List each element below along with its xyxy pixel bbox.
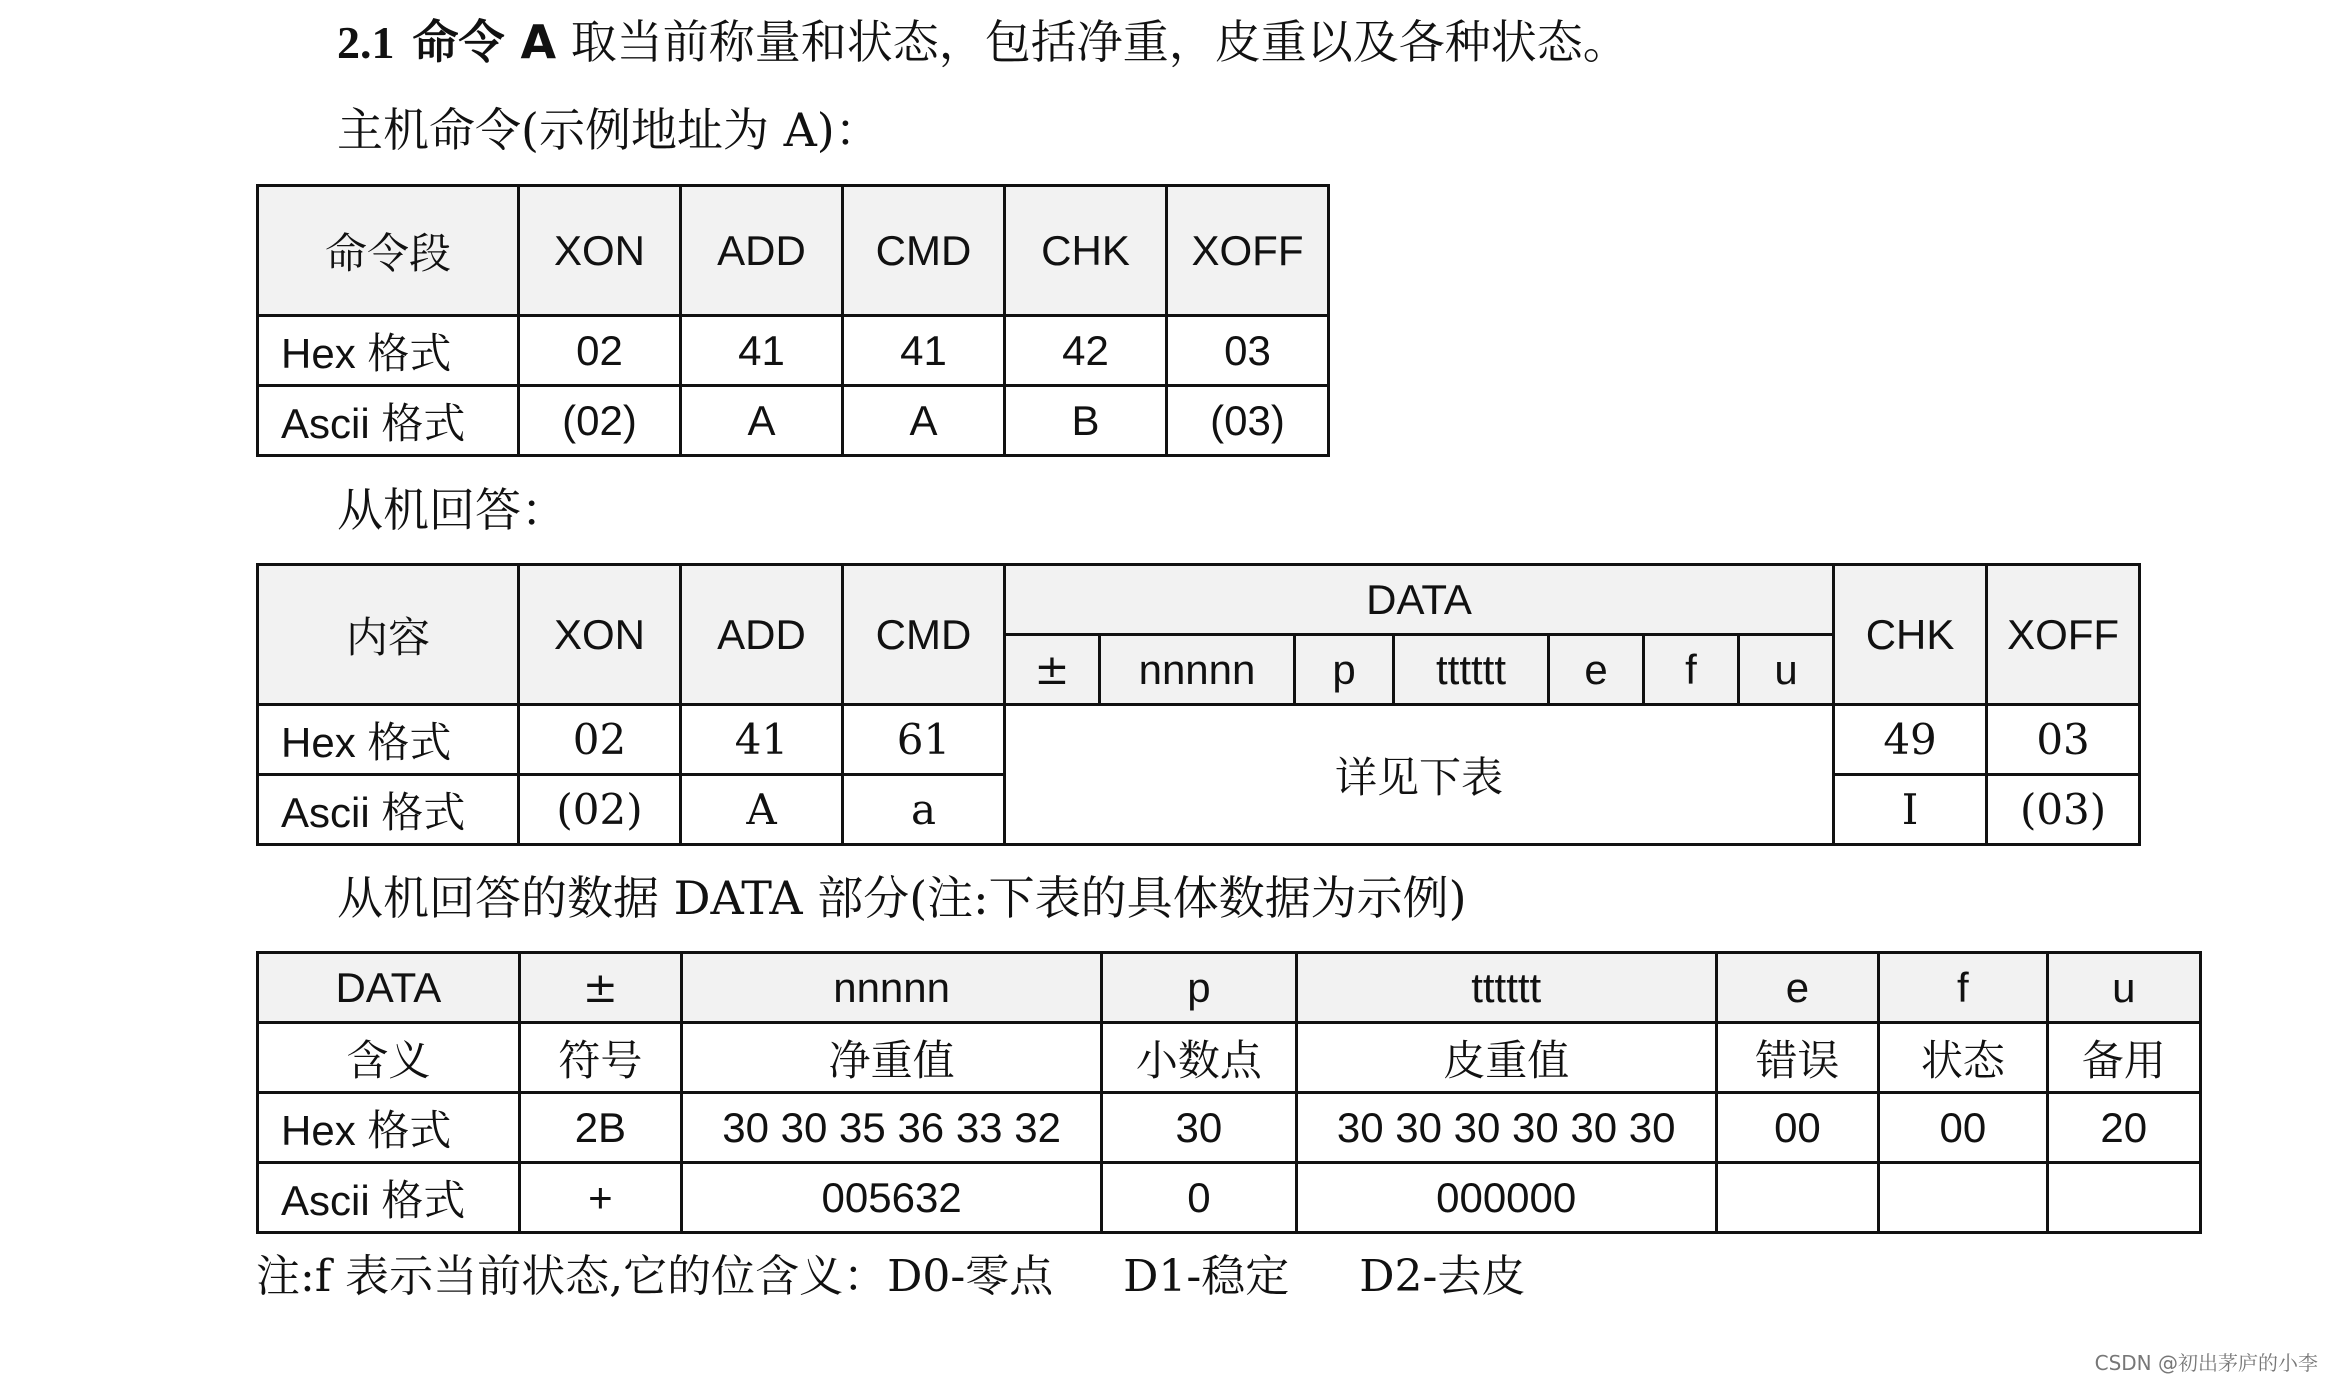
host-cell: (03) (1167, 386, 1329, 456)
host-cell: A (681, 386, 843, 456)
data-breakdown-table (256, 951, 2202, 1234)
host-cell: 02 (519, 316, 681, 386)
host-cell: 41 (681, 316, 843, 386)
data-header-cell: ± (519, 953, 681, 1023)
watermark: CSDN @初出茅庐的小李 (2094, 1351, 2318, 1375)
slave-ascii-xoff: (03) (1987, 775, 2140, 845)
data-meaning-cell: 备用 (2047, 1023, 2200, 1093)
host-cell: B (1005, 386, 1167, 456)
slave-reply-table (256, 563, 2141, 846)
data-ascii-cell (1879, 1163, 2047, 1233)
status-bit-note: 注:f 表示当前状态,它的位含义：D0-零点 D1-稳定 D2-去皮 (256, 1251, 1526, 1302)
data-header-cell: tttttt (1296, 953, 1716, 1023)
slave-hex-label: Hex 格式 (258, 705, 519, 775)
slave-header-xon: XON (519, 565, 681, 705)
data-meaning-cell: 小数点 (1102, 1023, 1297, 1093)
data-hex-label: Hex 格式 (258, 1093, 520, 1163)
data-meaning-cell: 含义 (258, 1023, 520, 1093)
slave-ascii-chk: I (1834, 775, 1987, 845)
data-intro: 从机回答的数据 DATA 部分(注:下表的具体数据为示例) (337, 871, 1467, 925)
data-ascii-label: Ascii 格式 (258, 1163, 520, 1233)
host-header-cell: XON (519, 186, 681, 316)
host-header-cell: 命令段 (258, 186, 519, 316)
slave-hex-add: 41 (681, 705, 843, 775)
slave-header-chk: CHK (1834, 565, 1987, 705)
data-header-cell: f (1879, 953, 2047, 1023)
section-description: 取当前称量和状态，包括净重，皮重以及各种状态。 (570, 15, 1629, 69)
slave-hex-xon: 02 (519, 705, 681, 775)
data-hex-cell: 20 (2047, 1093, 2200, 1163)
host-cell: 41 (843, 316, 1005, 386)
slave-intro: 从机回答： (337, 483, 567, 537)
data-hex-cell: 00 (1879, 1093, 2047, 1163)
data-ascii-cell (1716, 1163, 1878, 1233)
data-field-tare: tttttt (1394, 635, 1549, 705)
data-meaning-cell: 状态 (1879, 1023, 2047, 1093)
slave-header-data: DATA (1005, 565, 1834, 635)
host-cell: (02) (519, 386, 681, 456)
data-meaning-cell: 净重值 (682, 1023, 1102, 1093)
data-hex-cell: 00 (1716, 1093, 1878, 1163)
data-ascii-cell: 000000 (1296, 1163, 1716, 1233)
data-meaning-cell: 错误 (1716, 1023, 1878, 1093)
host-header-cell: CMD (843, 186, 1005, 316)
data-ascii-cell: 0 (1102, 1163, 1297, 1233)
data-field-net: nnnnn (1100, 635, 1295, 705)
host-header-cell: ADD (681, 186, 843, 316)
host-command-table (256, 184, 1330, 457)
data-hex-cell: 30 30 35 36 33 32 (682, 1093, 1102, 1163)
slave-ascii-label: Ascii 格式 (258, 775, 519, 845)
data-ascii-cell: 005632 (682, 1163, 1102, 1233)
data-ascii-cell (2047, 1163, 2200, 1233)
host-cell: 42 (1005, 316, 1167, 386)
data-header-cell: e (1716, 953, 1878, 1023)
slave-ascii-cmd: a (843, 775, 1005, 845)
host-header-cell: XOFF (1167, 186, 1329, 316)
slave-header-cmd: CMD (843, 565, 1005, 705)
slave-data-note: 详见下表 (1005, 705, 1834, 845)
data-meaning-cell: 皮重值 (1296, 1023, 1716, 1093)
data-hex-cell: 2B (519, 1093, 681, 1163)
data-hex-cell: 30 30 30 30 30 30 (1296, 1093, 1716, 1163)
slave-header-xoff: XOFF (1987, 565, 2140, 705)
slave-hex-xoff: 03 (1987, 705, 2140, 775)
slave-hex-cmd: 61 (843, 705, 1005, 775)
data-field-reserve: u (1739, 635, 1834, 705)
section-command: 命令 A (412, 15, 557, 69)
data-header-cell: DATA (258, 953, 520, 1023)
section-number: 2.1 (337, 17, 395, 68)
data-header-cell: nnnnn (682, 953, 1102, 1023)
host-header-cell: CHK (1005, 186, 1167, 316)
slave-header-add: ADD (681, 565, 843, 705)
data-field-sign: ± (1005, 635, 1100, 705)
host-row-label: Hex 格式 (258, 316, 519, 386)
data-field-status: f (1644, 635, 1739, 705)
host-cell: 03 (1167, 316, 1329, 386)
data-ascii-cell: + (519, 1163, 681, 1233)
data-header-cell: u (2047, 953, 2200, 1023)
data-header-cell: p (1102, 953, 1297, 1023)
slave-ascii-xon: (02) (519, 775, 681, 845)
host-cell: A (843, 386, 1005, 456)
data-field-point: p (1295, 635, 1394, 705)
slave-ascii-add: A (681, 775, 843, 845)
data-hex-cell: 30 (1102, 1093, 1297, 1163)
data-field-error: e (1549, 635, 1644, 705)
slave-header-content: 内容 (258, 565, 519, 705)
section-heading (337, 10, 1629, 75)
slave-hex-chk: 49 (1834, 705, 1987, 775)
host-row-label: Ascii 格式 (258, 386, 519, 456)
host-intro: 主机命令(示例地址为 A)： (337, 103, 881, 157)
data-meaning-cell: 符号 (519, 1023, 681, 1093)
